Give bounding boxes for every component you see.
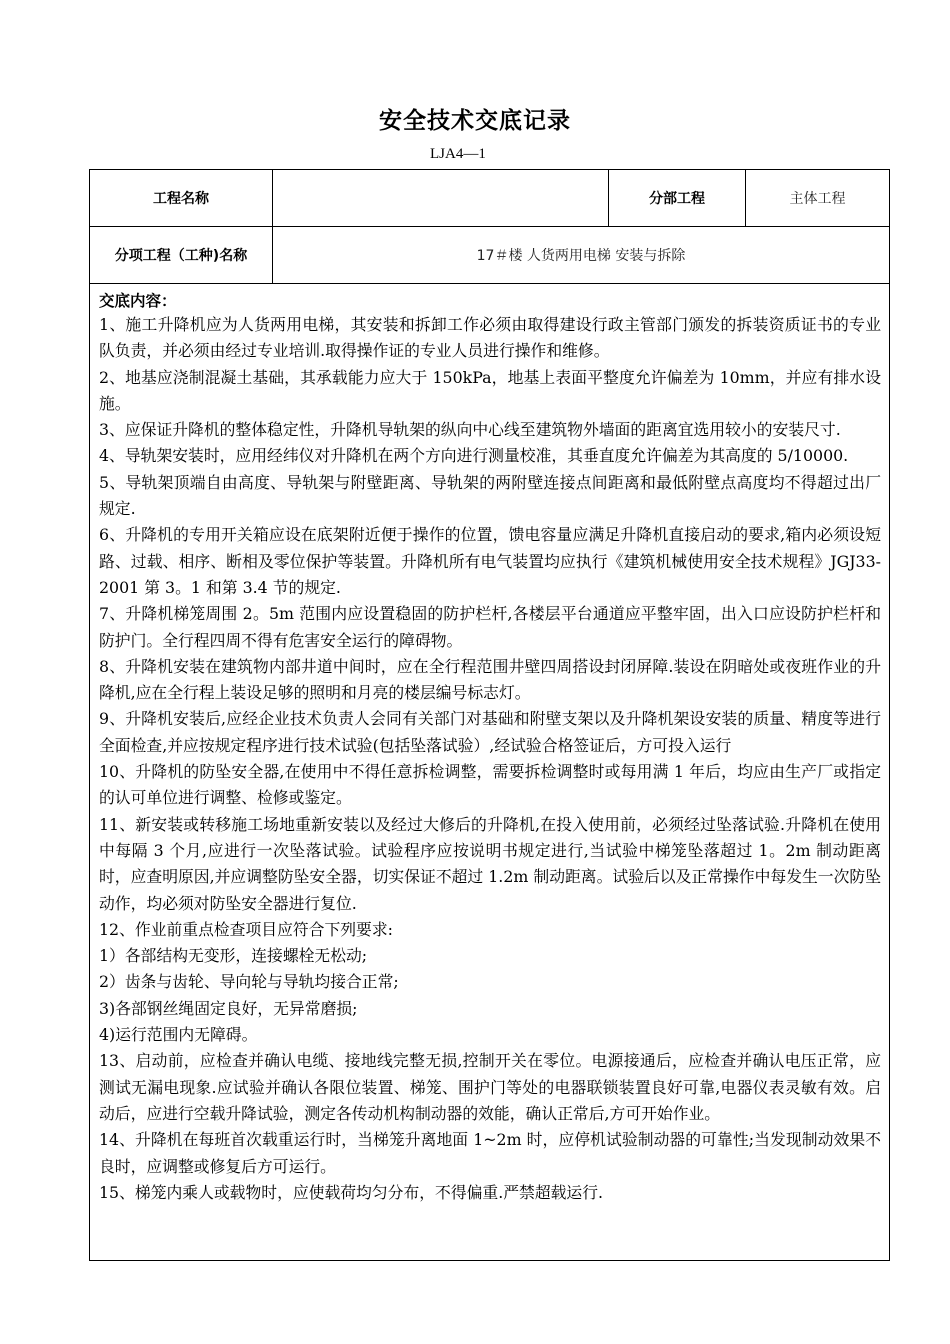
content-paragraph: 3)各部钢丝绳固定良好，无异常磨损; — [99, 998, 358, 1018]
content-paragraph: 9、升降机安装后,应经企业技术负责人会同有关部门对基础和附壁支架以及升降机架设安装的质量、精度等进行全面检查,并应按规定程序进行技术试验(包括坠落试验）,经试验合格签证后，方可投入运行 — [99, 709, 881, 755]
content-paragraph: 5、导轨架顶端自由高度、导轨架与附壁距离、导轨架的两附壁连接点间距离和最低附壁点高度均不得超过出厂规定. — [99, 472, 881, 519]
content-paragraph: 13、启动前，应检查并确认电缆、接地线完整无损,控制开关在零位。电源接通后，应检查并确认电压正常，应测试无漏电现象.应试验并确认各限位装置、梯笼、围护门等处的电器联锁装置良好可靠,电器仪表灵敏有效。启动后，应进行空载升降试验，测定各传动机构制动器的效能，确认正常后,方可开始作业。 — [99, 1051, 881, 1123]
content-body — [99, 312, 881, 1206]
project-row — [90, 170, 890, 227]
document-title: 安全技术交底记录 — [379, 108, 571, 134]
content-row — [90, 284, 890, 1261]
content-paragraph: 10、升降机的防坠安全器,在使用中不得任意拆检调整，需要拆检调整时或每用满 1 年后，均应由生产厂或指定的认可单位进行调整、检修或鉴定。 — [99, 762, 881, 808]
content-paragraph: 4、导轨架安装时，应用经纬仪对升降机在两个方向进行测量校准，其垂直度允许偏差为其高度的 5/10000. — [99, 446, 849, 466]
content-paragraph: 6、升降机的专用开关箱应设在底架附近便于操作的位置，馈电容量应满足升降机直接启动的要求,箱内必须设短路、过载、相序、断相及零位保护等装置。升降机所有电气装置均应执行《建筑机械使用安全技术规程》JGJ33-2001 第 3。1 和第 3.4 节的规定. — [99, 525, 881, 597]
content-paragraph: 2）齿条与齿轮、导向轮与导轨均接合正常; — [99, 972, 399, 992]
subitem-label: 分项工程（工种)名称 — [90, 227, 273, 284]
division-label: 分部工程 — [609, 170, 746, 227]
content-paragraph: 1）各部结构无变形，连接螺栓无松动; — [99, 946, 368, 966]
content-cell — [90, 284, 890, 1261]
subitem-value: 17＃楼 人货两用电梯 安装与拆除 — [273, 227, 890, 284]
content-paragraph: 2、地基应浇制混凝土基础，其承载能力应大于 150kPa，地基上表面平整度允许偏差为 10mm，并应有排水设施。 — [99, 367, 881, 413]
content-paragraph: 4)运行范围内无障碍。 — [99, 1025, 258, 1045]
content-paragraph: 8、升降机安装在建筑物内部井道中间时，应在全行程范围井壁四周搭设封闭屏障.装设在阴暗处或夜班作业的升降机,应在全行程上装设足够的照明和月亮的楼层编号标志灯。 — [99, 656, 881, 703]
disclosure-table — [89, 169, 890, 1261]
project-name-value — [273, 170, 609, 227]
content-paragraph: 15、梯笼内乘人或载物时，应使载荷均匀分布，不得偏重.严禁超载运行. — [99, 1182, 604, 1202]
content-paragraph: 1、施工升降机应为人货两用电梯，其安装和拆卸工作必须由取得建设行政主管部门颁发的拆装资质证书的专业队负责，并必须由经过专业培训.取得操作证的专业人员进行操作和维修。 — [99, 315, 881, 361]
division-value: 主体工程 — [746, 170, 890, 227]
content-heading: 交底内容： — [99, 292, 177, 310]
project-name-label: 工程名称 — [90, 170, 273, 227]
content-paragraph: 11、新安装或转移施工场地重新安装以及经过大修后的升降机,在投入使用前，必须经过坠落试验.升降机在使用中每隔 3 个月,应进行一次坠落试验。试验程序应按说明书规定进行,当试验中梯笼坠落超过 1。2m 制动距离时，应查明原因,并应调整防坠安全器，切实保证不超过 1.2m 制动距离。试验后以及正常操作中每发生一次防坠动作，均必须对防坠安全器进行复位. — [99, 814, 881, 913]
subitem-row — [90, 227, 890, 284]
content-paragraph: 14、升降机在每班首次载重运行时，当梯笼升离地面 1~2m 时，应停机试验制动器的可靠性;当发现制动效果不良时，应调整或修复后方可运行。 — [99, 1130, 881, 1176]
content-paragraph: 3、应保证升降机的整体稳定性，升降机导轨架的纵向中心线至建筑物外墙面的距离宜选用较小的安装尺寸. — [99, 420, 841, 440]
document-code: LJA4—1 — [430, 146, 486, 162]
content-paragraph: 12、作业前重点检查项目应符合下列要求: — [99, 919, 393, 939]
content-paragraph: 7、升降机梯笼周围 2。5m 范围内应设置稳固的防护栏杆,各楼层平台通道应平整牢固，出入口应设防护栏杆和防护门。全行程四周不得有危害安全运行的障碍物。 — [99, 604, 881, 650]
